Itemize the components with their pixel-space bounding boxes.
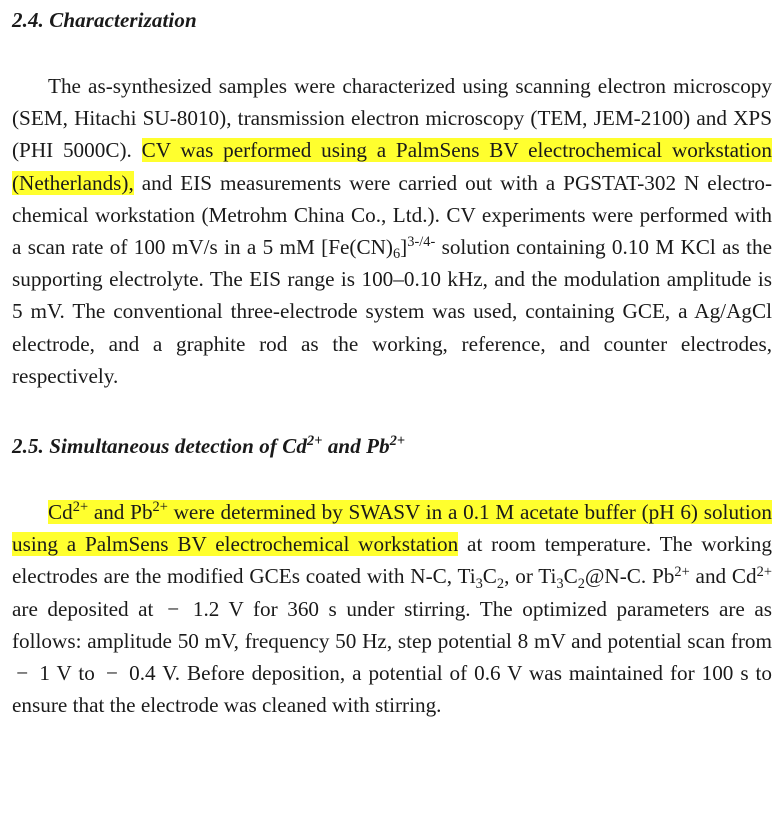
subscript: 6 xyxy=(392,246,401,263)
section-heading-characterization xyxy=(12,6,772,34)
section-title: Characterization xyxy=(49,8,197,32)
text-run: , or Ti xyxy=(504,564,557,589)
highlighted-text: CV was performed using a PalmSens BV electrochemical workstation (Netherlands), xyxy=(12,138,772,195)
text-run: are deposited at − 1.2 V for 360 s under stirring. The optimized parameters are as follows: amplitude 50 mV, frequency 50 Hz, step potential 8 mV and potential scan from − 1 V to − 0.4 V. Before deposition, a potential of 0.6 V was maintained for 100 s to ensure that the electrode was cleaned with stirring. xyxy=(12,596,772,718)
subscript: 2 xyxy=(496,575,505,592)
text-run: were determined by SWASV in a 0.1 M acetate buffer (pH 6) solution using a PalmSens BV electrochemical workstation xyxy=(12,500,772,557)
text-run: @N-C. Pb xyxy=(584,564,675,589)
section-title: Simultaneous detection of Cd xyxy=(49,434,308,459)
detection-paragraph xyxy=(12,496,772,721)
section-number: 2.5. xyxy=(12,434,44,459)
superscript: 2+ xyxy=(756,563,772,580)
paper-page xyxy=(12,0,772,721)
text-run: C xyxy=(563,564,578,589)
section-number: 2.4. xyxy=(12,8,44,32)
section-title: and Pb xyxy=(322,434,390,459)
text-run: ] xyxy=(400,235,408,260)
superscript: 2+ xyxy=(307,433,323,450)
superscript: 3-/4- xyxy=(407,234,436,251)
text-run: at room temperature. The working electrodes are the modified GCEs coated with N-C, Ti xyxy=(12,532,772,589)
subscript: 2 xyxy=(577,575,585,592)
text-run: C xyxy=(482,564,497,589)
superscript: 2+ xyxy=(674,563,690,580)
subscript: 3 xyxy=(556,575,564,592)
section-heading-simultaneous-detection xyxy=(12,432,772,460)
text-run: and EIS measurements were carried out with a PGSTAT-302 N electrochemical workstation (Metrohm China Co., Ltd.). CV experiments were performed with a scan rate of 100 mV/s in a 5 mM [Fe(CN) xyxy=(12,170,772,260)
text-run: and Cd xyxy=(689,564,757,589)
superscript: 2+ xyxy=(72,499,89,516)
characterization-paragraph xyxy=(12,70,772,392)
superscript: 2+ xyxy=(152,499,168,516)
superscript: 2+ xyxy=(389,433,406,450)
text-run: solution containing 0.10 M KCl as the supporting electrolyte. The EIS range is 100–0.10 kHz, and the modulation amplitude is 5 mV. The conventional three-electrode system was used, containing GCE, a Ag/AgCl electrode, and a graphite rod as the working, reference, and counter electrodes, respectively. xyxy=(12,235,772,388)
text-run: and Pb xyxy=(88,500,153,525)
text-run: Cd xyxy=(48,500,73,525)
text-run: The as-synthesized samples were characterized using scanning electron microscopy (SEM, Hitachi SU-8010), transmission electron microscopy (TEM, JEM-2100) and XPS (PHI 5000C). xyxy=(12,74,772,163)
subscript: 3 xyxy=(475,575,483,592)
